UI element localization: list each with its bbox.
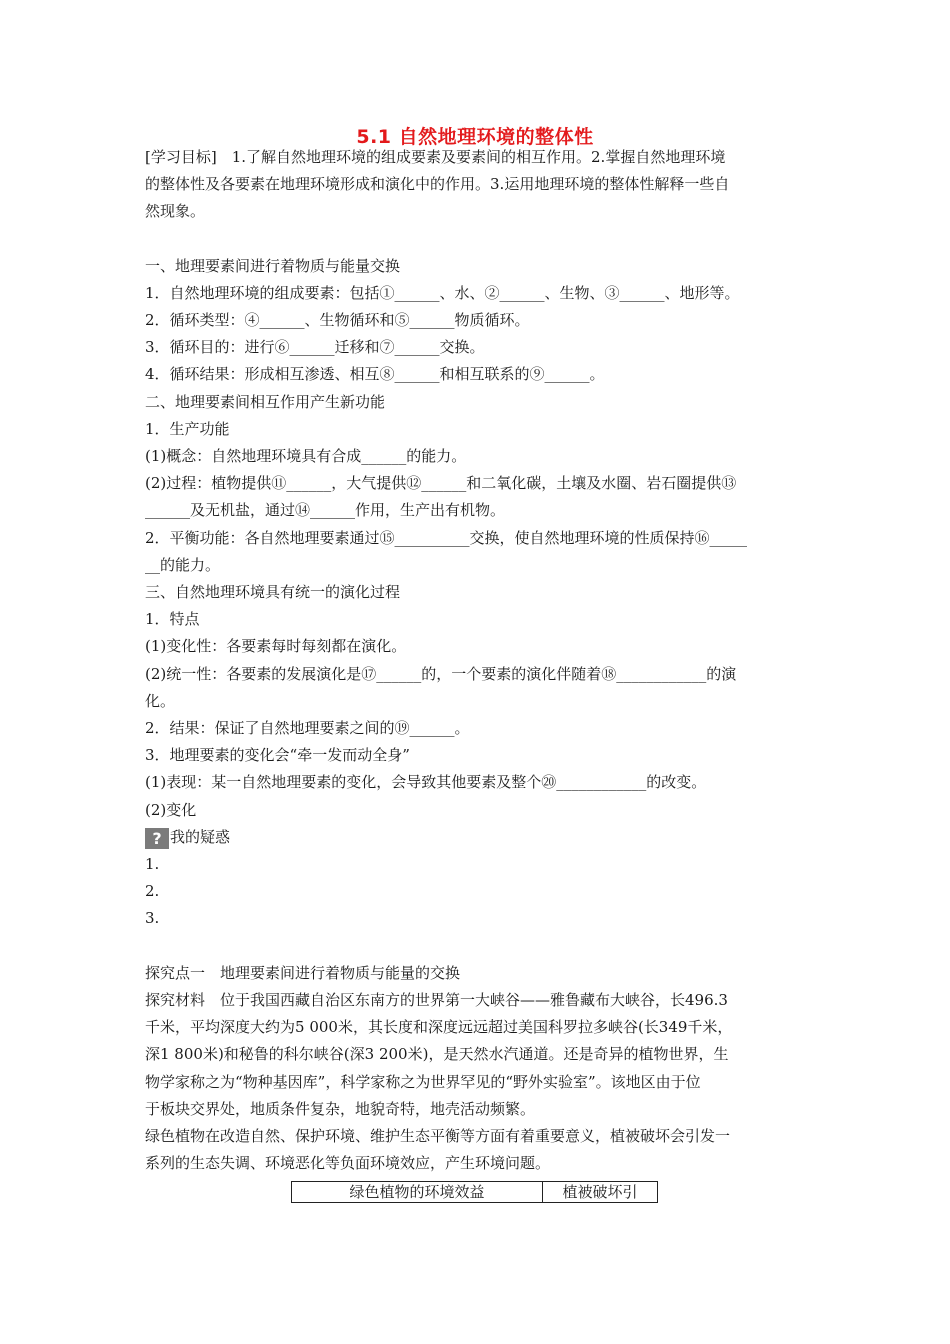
section-item: 3．地理要素的变化会“牵一发而动全身” xyxy=(145,746,410,765)
section-heading: 三、自然地理环境具有统一的演化过程 xyxy=(145,583,401,602)
doubts-label: 我的疑惑 xyxy=(170,827,231,846)
section-item: 2．循环类型：④______、生物循环和⑤______物质循环。 xyxy=(145,311,530,330)
learning-objectives xyxy=(145,144,808,226)
material-line: 绿色植物在改造自然、保护环境、维护生态平衡等方面有着重要意义，植被破坏会引发一 xyxy=(145,1126,731,1145)
table-header-cell: 绿色植物的环境效益 xyxy=(292,1182,543,1203)
section-item: 2．结果：保证了自然地理要素之间的⑲______。 xyxy=(145,719,470,738)
material-line: 探究材料 位于我国西藏自治区东南方的世界第一大峡谷——雅鲁藏布大峡谷，长496.3 xyxy=(145,990,728,1009)
section-item: (2)变化 xyxy=(145,800,197,819)
section-item: (1)表现：某一自然地理要素的变化，会导致其他要素及整个⑳____________的改变。 xyxy=(145,773,707,792)
section-1 xyxy=(145,253,808,389)
section-item: (1)变化性：各要素每时每刻都在演化。 xyxy=(145,637,407,656)
section-item: ______及无机盐，通过⑭______作用，生产出有机物。 xyxy=(145,501,506,520)
section-item: 1．生产功能 xyxy=(145,419,230,438)
explore-block xyxy=(145,960,808,1204)
content-body xyxy=(145,144,808,1203)
section-3 xyxy=(145,579,808,824)
section-heading: 二、地理要素间相互作用产生新功能 xyxy=(145,392,386,411)
doubts-heading xyxy=(145,824,808,851)
doubts-block xyxy=(145,824,808,933)
effects-table xyxy=(291,1181,658,1203)
section-item: 2．平衡功能：各自然地理要素通过⑮__________交换，使自然地理环境的性质保持⑯_____ xyxy=(145,528,748,547)
objective-line: 的整体性及各要素在地理环境形成和演化中的作用。3.运用地理环境的整体性解释一些自 xyxy=(145,175,730,194)
material-line: 千米，平均深度大约为5 000米，其长度和深度远远超过美国科罗拉多峡谷(长349千米， xyxy=(145,1018,733,1037)
material-line: 物学家称之为“物种基因库”，科学家称之为世界罕见的“野外实验室”。该地区由于位 xyxy=(145,1072,701,1091)
section-item: 1．特点 xyxy=(145,610,200,629)
section-item: 3．循环目的：进行⑥______迁移和⑦______交换。 xyxy=(145,338,485,357)
doubt-item: 1. xyxy=(145,855,160,874)
question-icon: ? xyxy=(145,828,169,849)
table-header-cell: 植被破坏引 xyxy=(543,1182,658,1203)
explore-heading: 探究点一 地理要素间进行着物质与能量的交换 xyxy=(145,963,461,982)
section-item: 化。 xyxy=(145,691,176,710)
page-title: 5.1 自然地理环境的整体性 xyxy=(356,126,594,148)
section-item: 1．自然地理环境的组成要素：包括①______、水、②______、生物、③______、地形等。 xyxy=(145,283,740,302)
section-item: (1)概念：自然地理环境具有合成______的能力。 xyxy=(145,447,467,466)
objective-line: 然现象。 xyxy=(145,202,206,221)
section-heading: 一、地理要素间进行着物质与能量交换 xyxy=(145,256,401,275)
doubt-item: 3. xyxy=(145,909,160,928)
doubt-item: 2. xyxy=(145,882,160,901)
material-line: 系列的生态失调、环境恶化等负面环境效应，产生环境问题。 xyxy=(145,1154,551,1173)
section-item: __的能力。 xyxy=(145,555,221,574)
material-line: 于板块交界处，地质条件复杂，地貌奇特，地壳活动频繁。 xyxy=(145,1099,536,1118)
objective-line: [学习目标] 1.了解自然地理环境的组成要素及要素间的相互作用。2.掌握自然地理环境 xyxy=(145,148,726,166)
section-2 xyxy=(145,389,808,579)
material-line: 深1 800米)和秘鲁的科尔峡谷(深3 200米)，是天然水汽通道。还是奇异的植物世界，生 xyxy=(145,1045,729,1064)
section-item: (2)统一性：各要素的发展演化是⑰______的，一个要素的演化伴随着⑱____________的演 xyxy=(145,664,737,683)
section-item: (2)过程：植物提供⑪______，大气提供⑫______和二氧化碳，土壤及水圈、岩石圈提供⑬ xyxy=(145,474,737,493)
section-item: 4．循环结果：形成相互渗透、相互⑧______和相互联系的⑨______。 xyxy=(145,365,605,384)
table-header-row xyxy=(292,1182,658,1203)
